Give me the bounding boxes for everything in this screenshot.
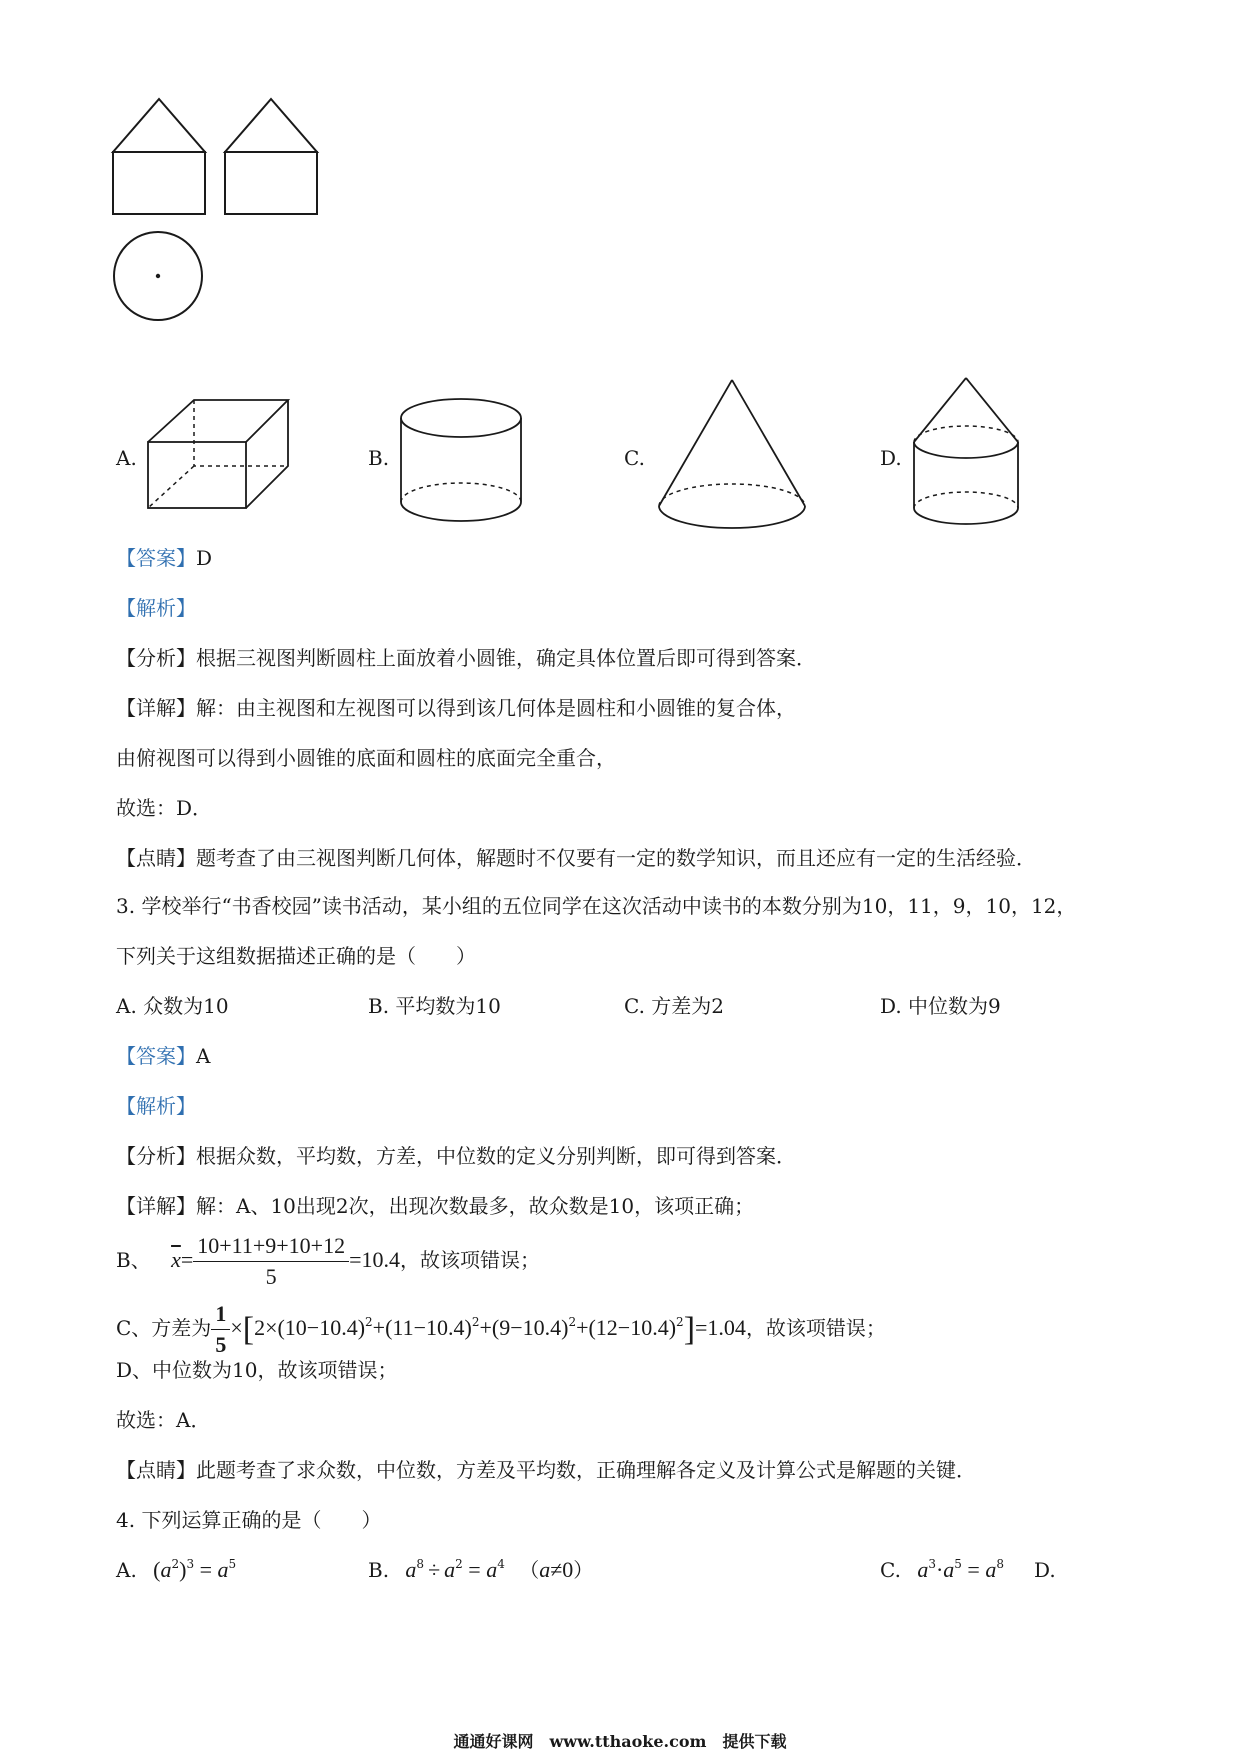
variance-numerator: 1 bbox=[211, 1299, 230, 1330]
inner-exp: 2 bbox=[171, 1557, 180, 1571]
exp-2: 2 bbox=[471, 1315, 480, 1329]
fenxi-text: 根据众数，平均数，方差，中位数的定义分别判断，即可得到答案． bbox=[196, 1144, 796, 1168]
cone-icon bbox=[656, 378, 808, 532]
rhs-base: a bbox=[217, 1557, 229, 1582]
cond-base: a bbox=[539, 1557, 551, 1582]
dot-sign: · bbox=[935, 1557, 944, 1582]
q3-mean-formula bbox=[116, 1228, 540, 1292]
paren-close: ) bbox=[179, 1557, 187, 1582]
q2-dianjing bbox=[116, 844, 1036, 872]
paren-open: ( bbox=[153, 1557, 161, 1582]
right-bracket: ] bbox=[683, 1311, 696, 1348]
exp-3: 4 bbox=[497, 1557, 505, 1571]
variance-term-4: +(12−10.4) bbox=[576, 1315, 677, 1340]
side-view-diagram bbox=[222, 96, 322, 218]
q3-option-c: C. 方差为2 bbox=[624, 994, 725, 1018]
cond-open: （ bbox=[519, 1558, 540, 1582]
q3-option-d: D. 中位数为9 bbox=[880, 994, 1001, 1018]
fenxi-text: 根据三视图判断圆柱上面放着小圆锥，确定具体位置后即可得到答案． bbox=[196, 646, 816, 670]
times-sign: × bbox=[230, 1315, 243, 1340]
q4-option-a bbox=[116, 1556, 236, 1584]
q3-analysis-tag bbox=[116, 1092, 196, 1120]
answer-value: D bbox=[196, 546, 213, 570]
footer-source: 通通好课网 www.tthaoke.com 提供下载 bbox=[453, 1732, 787, 1751]
fenxi-tag: 【分析】 bbox=[116, 646, 196, 670]
q3-variance-formula bbox=[116, 1296, 886, 1362]
equals-sign: = bbox=[961, 1557, 986, 1582]
cylinder-icon bbox=[398, 396, 524, 524]
exp-1: 2 bbox=[365, 1315, 373, 1329]
mean-fraction bbox=[193, 1231, 349, 1292]
exp-2: 5 bbox=[954, 1557, 962, 1571]
equals-sign: = bbox=[462, 1557, 487, 1582]
q2-analysis-tag bbox=[116, 594, 196, 622]
base-a: a bbox=[405, 1557, 417, 1582]
q4-stem: 4. 下列运算正确的是（ ） bbox=[116, 1508, 382, 1532]
q4-option-b bbox=[368, 1556, 593, 1584]
b-prefix: B、 bbox=[116, 1248, 151, 1272]
dianjing-text: 此题考查了求众数，中位数，方差及平均数，正确理解各定义及计算公式是解题的关键． bbox=[196, 1458, 976, 1482]
variance-fraction bbox=[211, 1299, 230, 1360]
dianjing-text: 题考查了由三视图判断几何体，解题时不仅要有一定的数学知识，而且还应有一定的生活经验． bbox=[196, 846, 1036, 870]
answer-tag: 【答案】 bbox=[116, 1044, 196, 1068]
variance-term-3: +(9−10.4) bbox=[479, 1315, 569, 1340]
q3-answer bbox=[116, 1042, 210, 1070]
q2-fenxi bbox=[116, 644, 816, 672]
q3-choice: 故选：A． bbox=[116, 1408, 211, 1432]
option-c-label: C. bbox=[880, 1558, 901, 1582]
base-a-2: a bbox=[444, 1557, 456, 1582]
mean-denominator: 5 bbox=[265, 1264, 277, 1289]
base-a-3: a bbox=[985, 1557, 997, 1582]
q2-xiangjie-2: 由俯视图可以得到小圆锥的底面和圆柱的底面完全重合， bbox=[116, 746, 616, 770]
q2-option-b-label: B. bbox=[368, 446, 390, 470]
top-view-diagram bbox=[110, 228, 206, 324]
q3-option-a: A. 众数为10 bbox=[116, 994, 229, 1018]
option-a-label: A. bbox=[116, 1558, 137, 1582]
analysis-tag: 【解析】 bbox=[116, 596, 196, 620]
equals-sign: = bbox=[180, 1247, 194, 1272]
variance-result: =1.04 bbox=[695, 1315, 746, 1340]
q3-fenxi bbox=[116, 1142, 796, 1170]
q3-stem-2: 下列关于这组数据描述正确的是（ ） bbox=[116, 944, 476, 968]
answer-value: A bbox=[196, 1044, 211, 1068]
xiangjie-text: 解：A、10出现2次，出现次数最多，故众数是10，该项正确； bbox=[196, 1194, 755, 1218]
rhs-exp: 5 bbox=[228, 1557, 237, 1571]
base-a: a bbox=[160, 1557, 172, 1582]
c-prefix: C、方差为 bbox=[116, 1316, 212, 1340]
analysis-tag: 【解析】 bbox=[116, 1094, 196, 1118]
exp-4: 2 bbox=[676, 1315, 684, 1329]
q3-dianjing bbox=[116, 1456, 976, 1484]
exp-3: 2 bbox=[568, 1315, 577, 1329]
front-view-diagram bbox=[110, 96, 210, 218]
dianjing-tag: 【点睛】 bbox=[116, 846, 196, 870]
dianjing-tag: 【点睛】 bbox=[116, 1458, 196, 1482]
q2-option-a-label: A. bbox=[116, 446, 137, 470]
cond-text: ≠0 bbox=[550, 1557, 574, 1582]
q2-option-c-label: C. bbox=[624, 446, 645, 470]
q2-option-d-label: D. bbox=[880, 446, 902, 470]
variance-denominator: 5 bbox=[215, 1332, 227, 1357]
left-bracket: [ bbox=[242, 1311, 255, 1348]
exp-3: 8 bbox=[996, 1557, 1004, 1571]
q3-d-line: D、中位数为10，故该项错误； bbox=[116, 1358, 398, 1382]
equals-sign: = bbox=[194, 1557, 218, 1582]
base-a: a bbox=[917, 1557, 929, 1582]
variance-term-1: 2×(10−10.4) bbox=[254, 1315, 366, 1340]
mean-numerator: 10+11+9+10+12 bbox=[193, 1231, 349, 1262]
xiangjie-tag: 【详解】 bbox=[116, 1194, 196, 1218]
mean-variable: $\overline{x}$ bbox=[171, 1247, 181, 1272]
c-suffix: ，故该项错误； bbox=[745, 1316, 886, 1340]
xiangjie-text: 解：由主视图和左视图可以得到该几何体是圆柱和小圆锥的复合体， bbox=[196, 696, 796, 720]
option-b-label: B. bbox=[368, 1558, 390, 1582]
q4-option-c bbox=[880, 1556, 1004, 1584]
exp-1: 8 bbox=[416, 1557, 425, 1571]
q3-option-b: B. 平均数为10 bbox=[368, 994, 501, 1018]
base-a-3: a bbox=[486, 1557, 498, 1582]
cond-close: ） bbox=[573, 1558, 594, 1582]
exp-1: 3 bbox=[928, 1557, 936, 1571]
mean-result: =10.4 bbox=[349, 1247, 400, 1272]
base-a-2: a bbox=[943, 1557, 955, 1582]
q4-option-d-label: D. bbox=[1034, 1558, 1056, 1582]
q2-answer bbox=[116, 544, 212, 572]
fenxi-tag: 【分析】 bbox=[116, 1144, 196, 1168]
outer-exp: 3 bbox=[186, 1557, 195, 1571]
divide-sign: ÷ bbox=[428, 1557, 441, 1582]
b-suffix: ，故该项错误； bbox=[399, 1248, 540, 1272]
cone-on-cylinder-icon bbox=[910, 376, 1022, 534]
q3-xiangjie-a bbox=[116, 1192, 754, 1220]
exp-2: 2 bbox=[455, 1557, 463, 1571]
variance-term-2: +(11−10.4) bbox=[372, 1315, 472, 1340]
q2-choice: 故选：D． bbox=[116, 796, 213, 820]
q3-stem-1: 3. 学校举行“书香校园”读书活动，某小组的五位同学在这次活动中读书的本数分别为10，11，9，10，12， bbox=[116, 894, 1077, 918]
answer-tag: 【答案】 bbox=[116, 546, 196, 570]
cuboid-icon bbox=[146, 398, 290, 512]
xiangjie-tag: 【详解】 bbox=[116, 696, 196, 720]
q2-xiangjie-1 bbox=[116, 694, 796, 722]
